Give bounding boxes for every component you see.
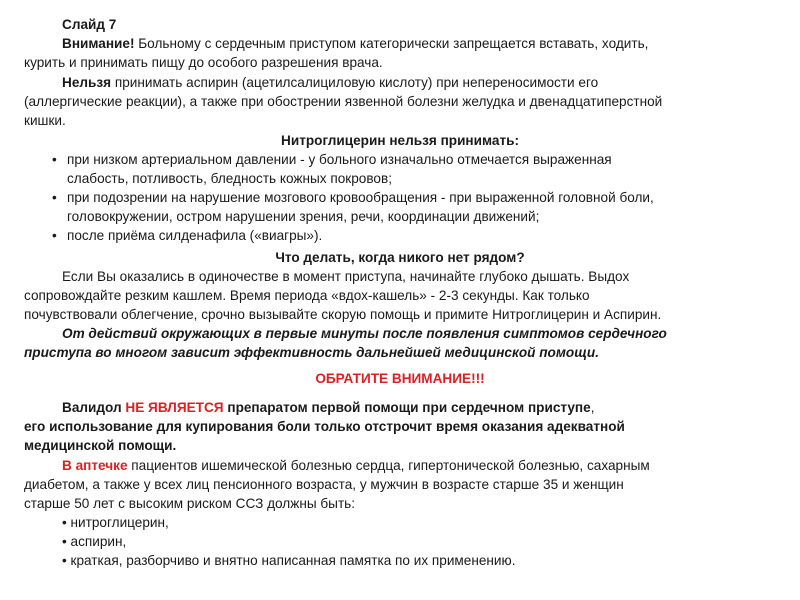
emphasis-line-1: От действий окружающих в первые минуты после появления симптомов сердечного: [62, 326, 667, 341]
validol-red-emphasis: НЕ ЯВЛЯЕТСЯ: [125, 400, 224, 415]
nitro-heading: Нитроглицерин нельзя принимать:: [281, 133, 519, 148]
kit-line-3: старше 50 лет с высоким риском ССЗ должны быть:: [24, 496, 356, 511]
emphasis-line-2: приступа во многом зависит эффективность дальнейшей медицинской помощи.: [24, 345, 600, 360]
aspirin-line-3: кишки.: [24, 113, 66, 128]
nitro-bullet-2-line-1: при подозрении на нарушение мозгового кровообращения - при выраженной головной боли,: [67, 190, 654, 205]
nitro-bullet-1-line-1: при низком артериальном давлении - у больного изначально отмечается выраженная: [67, 152, 612, 167]
validol-lead: Валидол: [62, 400, 126, 415]
validol-line-2: его использование для купирования боли только отстрочит время оказания адекватной: [24, 419, 625, 434]
bullet-marker: •: [52, 190, 57, 205]
kit-line-1: [62, 456, 800, 475]
aspirin-text: принимать аспирин (ацетилсалициловую кислоту) при непереносимости его: [111, 75, 599, 90]
aspirin-line-1: [62, 73, 800, 92]
warning-text: Больному с сердечным приступом категорически запрещается вставать, ходить,: [134, 36, 649, 51]
bullet-marker: •: [52, 228, 57, 243]
nitro-bullet-3-line-1: после приёма силденафила («виагры»).: [67, 228, 323, 243]
bullet-marker: •: [52, 152, 57, 167]
kit-item-1: • нитроглицерин,: [62, 515, 169, 530]
alone-line-1: Если Вы оказались в одиночестве в момент приступа, начинайте глубоко дышать. Выдох: [62, 269, 630, 284]
warning-line-1: [62, 34, 800, 53]
validol-line-3: медицинской помощи.: [24, 438, 177, 453]
attention-banner: ОБРАТИТЕ ВНИМАНИЕ!!!: [315, 371, 485, 386]
validol-line-1: [62, 398, 800, 417]
slide-label: Слайд 7: [62, 17, 117, 32]
nitro-bullet-1-line-2: слабость, потливость, бледность кожных покровов;: [67, 171, 392, 186]
kit-line-2: диабетом, а также у всех лиц пенсионного возраста, у мужчин в возрасте старше 35 и женщин: [24, 477, 624, 492]
validol-comma: ,: [590, 400, 595, 415]
nitro-bullet-2-line-2: головокружении, остром нарушении зрения, речи, координации движений;: [67, 209, 540, 224]
alone-heading: Что делать, когда никого нет рядом?: [275, 250, 525, 265]
warning-label: Внимание!: [62, 36, 135, 51]
kit-item-2: • аспирин,: [62, 534, 127, 549]
kit-text: пациентов ишемической болезнью сердца, гипертонической болезнью, сахарным: [127, 458, 650, 473]
validol-text: препаратом первой помощи при сердечном приступе: [223, 400, 591, 415]
kit-item-3: • краткая, разборчиво и внятно написанная памятка по их применению.: [62, 553, 516, 568]
aspirin-line-2: (аллергические реакции), а также при обострении язвенной болезни желудка и двенадцатиперстной: [24, 94, 663, 109]
aspirin-label: Нельзя: [62, 75, 112, 90]
alone-line-2: сопровождайте резким кашлем. Время периода «вдох-кашель» - 2-3 секунды. Как только: [24, 288, 590, 303]
warning-line-2: курить и принимать пищу до особого разрешения врача.: [24, 55, 383, 70]
alone-line-3: почувствовали облегчение, срочно вызывайте скорую помощь и примите Нитроглицерин и Аспирин.: [24, 307, 662, 322]
kit-label: В аптечке: [62, 458, 128, 473]
